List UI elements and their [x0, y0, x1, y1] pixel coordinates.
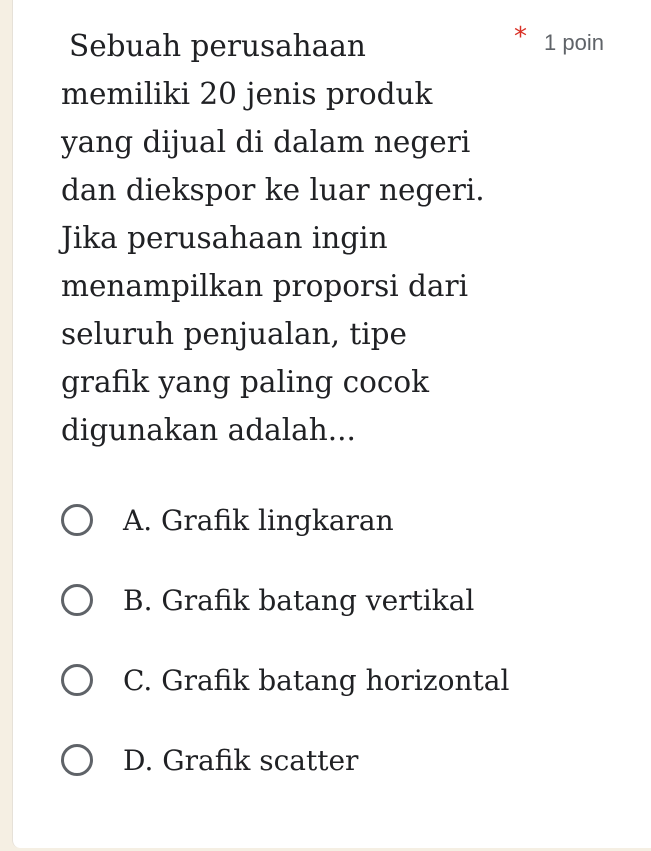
- radio-circle-icon[interactable]: [61, 504, 93, 536]
- option-label: A. Grafik lingkaran: [123, 503, 394, 537]
- question-text: Sebuah perusahaan memiliki 20 jenis produk yang dijual di dalam negeri dan diekspor ke luar negeri. Jika perusahaan ingin menampilkan proporsi dari seluruh penjualan, tipe grafik yang paling cocok digunakan adalah...: [61, 29, 485, 447]
- radio-circle-icon[interactable]: [61, 584, 93, 616]
- radio-circle-icon[interactable]: [61, 664, 93, 696]
- radio-circle-icon[interactable]: [61, 744, 93, 776]
- option-a[interactable]: [61, 498, 394, 542]
- question-card: [12, 0, 651, 848]
- option-b[interactable]: [61, 578, 474, 622]
- option-label: D. Grafik scatter: [123, 743, 359, 777]
- required-marker: *: [514, 22, 527, 52]
- points-label: 1 poin: [544, 30, 604, 55]
- option-label: B. Grafik batang vertikal: [123, 583, 475, 617]
- option-d[interactable]: [61, 738, 358, 782]
- option-label: C. Grafik batang horizontal: [123, 663, 510, 697]
- option-c[interactable]: [61, 658, 509, 702]
